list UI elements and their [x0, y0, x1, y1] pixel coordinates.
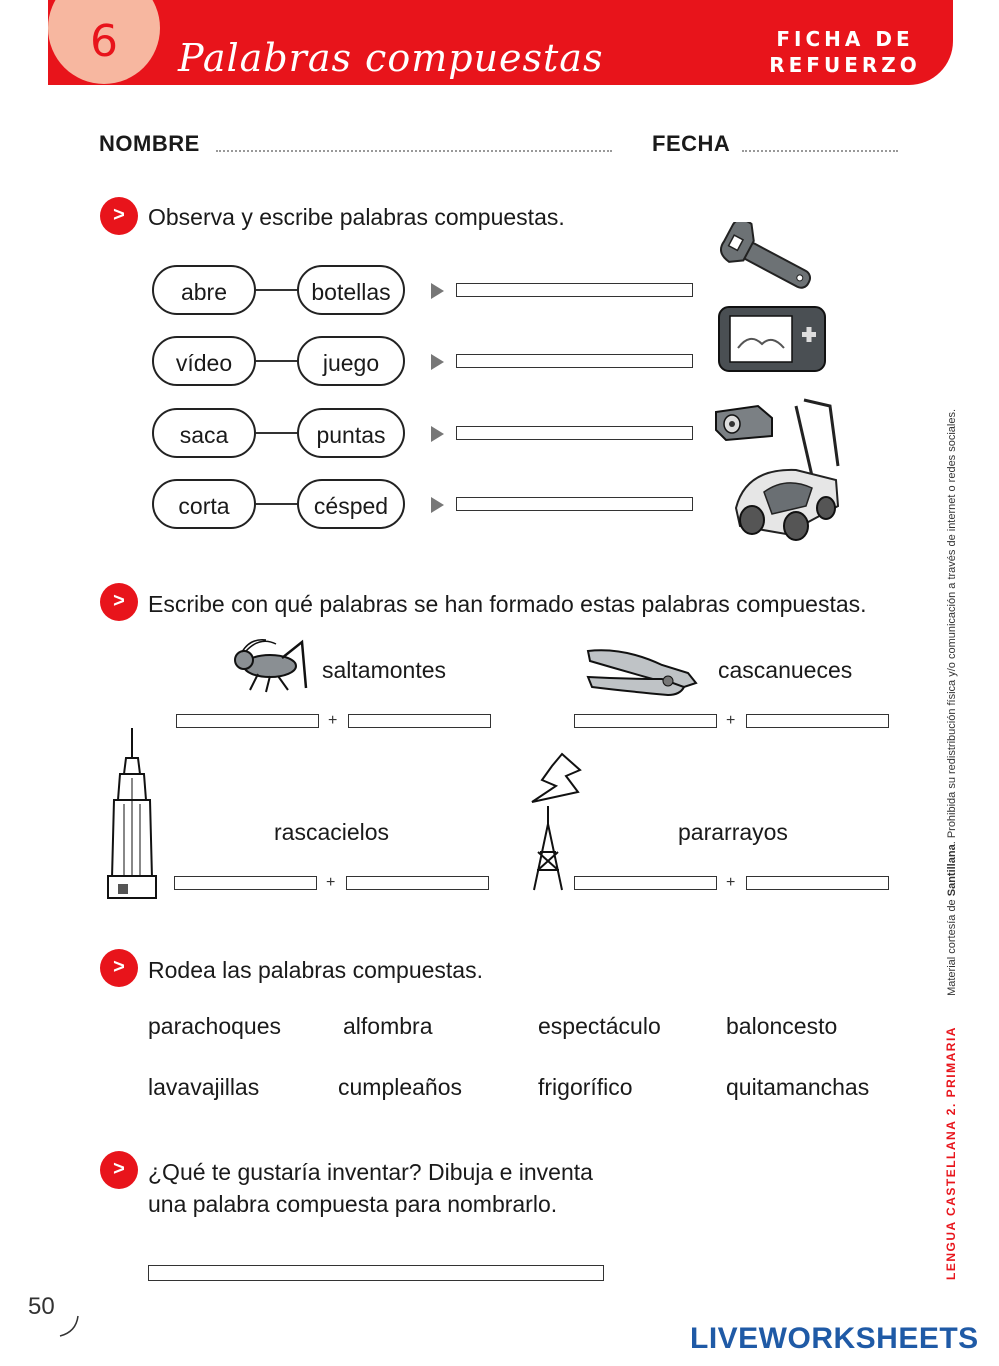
connector-line	[256, 432, 298, 434]
circle-word-option[interactable]: frigorífico	[538, 1074, 633, 1100]
answer-input[interactable]	[456, 283, 693, 297]
side-notice	[944, 408, 958, 1280]
exercise-1-instruction: Observa y escribe palabras compuestas.	[148, 204, 565, 230]
lawn-mower-icon	[726, 396, 844, 544]
exercise-4-instruction-line-2: una palabra compuesta para nombrarlo.	[148, 1191, 558, 1217]
answer-input[interactable]	[574, 714, 717, 728]
circle-word-option[interactable]: baloncesto	[726, 1013, 838, 1039]
plus-sign: +	[328, 712, 338, 729]
page-title: Palabras compuestas	[178, 36, 604, 80]
circle-word-option[interactable]: cumpleaños	[338, 1074, 463, 1100]
circle-word-option[interactable]: quitamanchas	[726, 1074, 870, 1100]
lightning-rod-icon	[522, 752, 586, 894]
tag-line-1: FICHA DE	[776, 27, 914, 51]
arrow-right-icon	[431, 497, 444, 513]
exercise-1-bullet: >	[100, 197, 138, 235]
answer-input[interactable]	[746, 876, 889, 890]
circle-word-option[interactable]: alfombra	[343, 1013, 433, 1039]
answer-input[interactable]	[456, 497, 693, 511]
word-pill: botellas	[297, 265, 405, 315]
arrow-right-icon	[431, 354, 444, 370]
name-field[interactable]	[216, 150, 612, 152]
arrow-right-icon	[431, 283, 444, 299]
connector-line	[256, 360, 298, 362]
answer-input[interactable]	[456, 354, 693, 368]
date-label: FECHA	[652, 131, 731, 156]
bottle-opener-icon	[712, 222, 816, 298]
answer-input[interactable]	[174, 876, 317, 890]
word-pill: césped	[297, 479, 405, 529]
nutcracker-icon	[584, 641, 702, 699]
answer-input[interactable]	[746, 714, 889, 728]
connector-line	[256, 289, 298, 291]
answer-input[interactable]	[456, 426, 693, 440]
unit-number: 6	[90, 16, 118, 67]
answer-input[interactable]	[574, 876, 717, 890]
page-number: 50	[28, 1293, 55, 1320]
publisher-name: Santillana	[946, 844, 958, 897]
circle-word-option[interactable]: lavavajillas	[148, 1074, 260, 1100]
name-label: NOMBRE	[99, 131, 200, 156]
skyscraper-icon	[104, 728, 160, 900]
copyright-notice-a: Material cortesía de	[946, 896, 958, 996]
circle-word-option[interactable]: espectáculo	[538, 1013, 661, 1039]
compound-word: cascanueces	[718, 657, 853, 683]
compound-word: pararrayos	[678, 819, 788, 845]
word-pill: puntas	[297, 408, 405, 458]
exercise-2-bullet: >	[100, 583, 138, 621]
invention-answer-input[interactable]	[148, 1265, 604, 1281]
date-field[interactable]	[742, 150, 898, 152]
page-corner-curl-icon	[58, 1314, 80, 1338]
course-label: LENGUA CASTELLANA 2. PRIMARIA	[944, 1026, 958, 1280]
worksheet-type	[760, 26, 930, 78]
compound-word: rascacielos	[274, 819, 390, 845]
word-pill: corta	[152, 479, 256, 529]
liveworksheets-logo: LIVEWORKSHEETS	[690, 1322, 979, 1355]
connector-line	[256, 503, 298, 505]
copyright-notice-b: . Prohibida su redistribución física y/o comunicación a través de internet o redes sociales.	[946, 408, 958, 845]
arrow-right-icon	[431, 426, 444, 442]
word-pill: vídeo	[152, 336, 256, 386]
tag-line-2: REFUERZO	[769, 53, 921, 77]
plus-sign: +	[726, 712, 736, 729]
word-pill: saca	[152, 408, 256, 458]
exercise-2-instruction: Escribe con qué palabras se han formado estas palabras compuestas.	[148, 591, 867, 617]
word-pill: juego	[297, 336, 405, 386]
plus-sign: +	[326, 874, 336, 891]
exercise-4-instruction-line-1: ¿Qué te gustaría inventar? Dibuja e inventa	[148, 1159, 593, 1185]
grasshopper-icon	[230, 636, 310, 694]
answer-input[interactable]	[176, 714, 319, 728]
exercise-3-instruction: Rodea las palabras compuestas.	[148, 957, 483, 983]
exercise-4-bullet: >	[100, 1151, 138, 1189]
plus-sign: +	[726, 874, 736, 891]
video-game-icon	[716, 304, 830, 376]
word-pill: abre	[152, 265, 256, 315]
answer-input[interactable]	[346, 876, 489, 890]
circle-word-option[interactable]: parachoques	[148, 1013, 281, 1039]
exercise-3-bullet: >	[100, 949, 138, 987]
answer-input[interactable]	[348, 714, 491, 728]
compound-word: saltamontes	[322, 657, 447, 683]
